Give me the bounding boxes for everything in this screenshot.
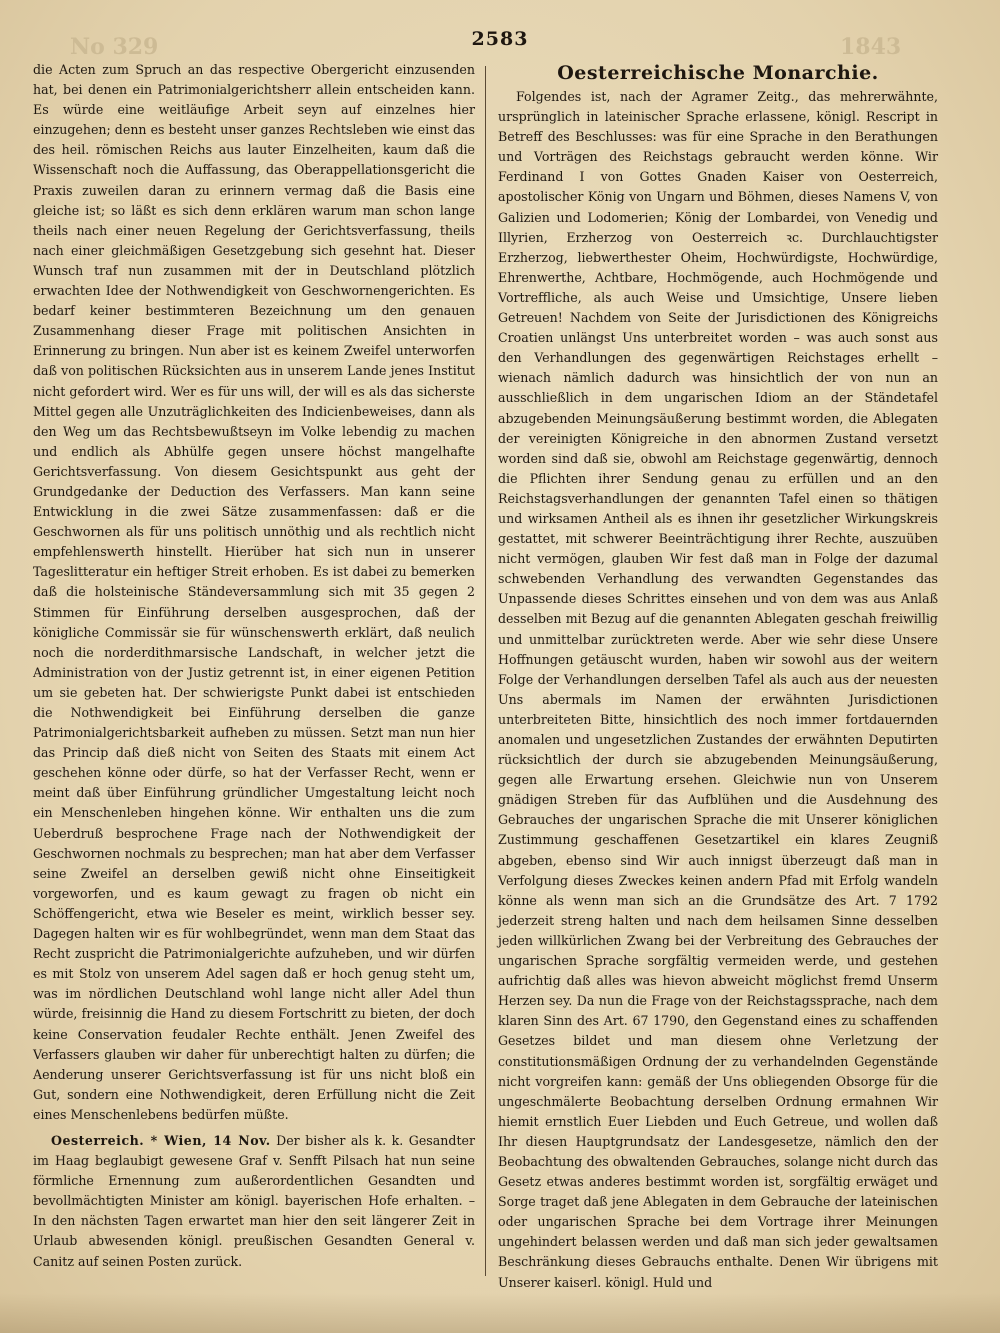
- right-column: [498, 60, 938, 1290]
- vienna-news-item: [33, 1131, 475, 1272]
- vienna-news-text: Der bisher als k. k. Gesandter im Haag beglaubigt gewesene Graf v. Senfft Pilsach hat nun seine förmliche Ernennung zum außerordentlichen Gesandten und bevollmächtigten Minister am königl. bayerischen Hofe erhalten. – In den nächsten Tagen erwartet man hier den seit längerer Zeit in Urlaub abwesenden königl. preußischen Gesandten General v. Canitz auf seinen Posten zurück.: [33, 1132, 475, 1269]
- bleed-through-header-left: No 329: [70, 34, 159, 60]
- bleed-through-header-right: 1843: [840, 34, 902, 60]
- vienna-dateline: Oesterreich. * Wien, 14 Nov.: [51, 1132, 271, 1148]
- page-number: 2583: [471, 28, 529, 50]
- column-divider: [485, 66, 486, 1276]
- page-bottom-shadow: [0, 1293, 1000, 1333]
- left-column: [33, 60, 475, 1282]
- rescript-article: Folgendes ist, nach der Agramer Zeitg., das mehrerwähnte, ursprünglich in lateinischer Sprache erlassene, königl. Rescript in Betreff des Beschlusses: was für eine Sprache in den Berathungen und Vorträgen des Reichstags gebraucht werden könne. Wir Ferdinand I von Gottes Gnaden Kaiser von Oesterreich, apostolischer König von Ungarn und Böhmen, dieses Namens V, von Galizien und Lodomerien; König der Lombardei, von Venedig und Illyrien, Erzherzog von Oesterreich ꝛc. Durchlauchtigster Erzherzog, liebwerthester Oheim, Hochwürdigste, Hochwürdige, Ehrenwerthe, Achtbare, Hochmögende, auch Hochmögende und Vortreffliche, als auch Weise und Umsichtige, Unsere lieben Getreuen! Nachdem von Seite der Jurisdictionen des Königreichs Croatien unlängst Uns unterbreitet worden – was auch sonst aus den Verhandlungen des gegenwärtigen Reichstages erhellt – wienach nämlich dadurch was hinsichtlich der von nun an ausschließlich in dem ungarischen Idiom an der Ständetafel abzugebenden Meinungsäußerung bestimmt worden, die Ablegaten der vereinigten Königreiche in den abnormen Zustand versetzt worden sind daß sie, obwohl am Reichstage gegenwärtig, dennoch die Pflichten ihrer Sendung genau zu erfüllen und an den Reichstagsverhandlungen der genannten Tafel einen so thätigen und wirksamen Antheil als es ihnen ihr gesetzlicher Wirkungskreis gestattet, mit schwerer Beeinträchtigung ihrer Rechte, auszuüben nicht vermögen, glauben Wir fest daß man in Folge der dazumal schwebenden Verhandlung des verwandten Gegenstandes das Unpassende dieses Schrittes einsehen und von dem was aus Anlaß desselben mit Bezug auf die genannten Ablegaten geschah freiwillig und unmittelbar zurücktreten werde. Aber wie sehr diese Unsere Hoffnungen getäuscht wurden, haben wir sowohl aus der weitern Folge der Verhandlungen derselben Tafel als auch aus der neuesten Uns abermals im Namen der erwähnten Jurisdictionen unterbreiteten Bitte, hinsichtlich des noch immer fortdauernden anomalen und ungesetzlichen Zustandes der erwähnten Deputirten rücksichtlich der durch sie abzugebenden Meinungsäußerung, gegen alle Erwartung ersehen. Gleichwie nun von Unserem gnädigen Streben für das Aufblühen und die Ausdehnung des Gebrauches der ungarischen Sprache die mit Unserer königlichen Zustimmung geschaffenen Gesetzartikel ein klares Zeugniß abgeben, ebenso sind Wir auch innigst überzeugt daß man in Verfolgung dieses Zweckes keinen andern Pfad mit Erfolg wandeln könne als wenn man sich an die Grundsätze des Art. 7 1792 jederzeit streng halten und nach dem heilsamen Sinne desselben jeden willkürlichen Zwang bei der Verbreitung des Gebrauches der ungarischen Sprache sorgfältig vermeiden werde, und gestehen aufrichtig daß alles was hievon abweicht möglichst fremd Unserm Herzen sey. Da nun die Frage von der Reichstagssprache, nach dem klaren Sinn des Art. 67 1790, den Gegenstand eines zu schaffenden Gesetzes bildet und man diesem ohne Verletzung der constitutionsmäßigen Ordnung der zu verhandelnden Gegenstände nicht vorgreifen kann: gemäß der Uns obliegenden Obsorge für die ungeschmälerte Beobachtung derselben Ordnung ermahnen Wir hiemit ernstlich Euer Liebden und Euch Getreue, und wollen daß Ihr diesen Hauptgrundsatz der Landesgesetze, nämlich den der Beobachtung des obwaltenden Gebrauches, solange nicht durch das Gesetz etwas anderes bestimmt worden ist, sorgfältig erwäget und Sorge traget daß jene Ablegaten in dem Gebrauche der lateinischen oder ungarischen Sprache bei dem Vortrage ihrer Meinungen ungehindert belassen werden und daß man sich jeder gewaltsamen Beschränkung dieses Gebrauchs enthalte. Denen Wir übrigens mit Unserer kaiserl. königl. Huld und: [498, 89, 938, 1290]
- section-heading: Oesterreichische Monarchie.: [557, 62, 879, 84]
- left-article-continuation: die Acten zum Spruch an das respective Obergericht einzusenden hat, bei denen ein Patrimonialgerichtsherr allein entscheiden kann. Es würde eine weitläufige Arbeit seyn auf einzelnes hier einzugehen; denn es besteht unser ganzes Rechtsleben wie einst das des heil. römischen Reichs aus lauter Einzelheiten, kaum daß die Wissenschaft noch die Auffassung, das Oberappellationsgericht die Praxis zuweilen daran zu erinnern vermag daß die Basis eine gleiche ist; so läßt es sich denn erklären warum man schon lange theils nach einer neuen Regelung der Gerichtsverfassung, theils nach einer gleichmäßigen Gesetzgebung sich gesehnt hat. Dieser Wunsch traf nun zusammen mit der in Deutschland plötzlich erwachten Idee der Nothwendigkeit von Geschwornengerichten. Es bedarf keiner bestimmteren Bezeichnung um den genauen Zusammenhang dieser Frage mit politischen Ansichten in Erinnerung zu bringen. Nun aber ist es keinem Zweifel unterworfen daß von politischen Rücksichten aus in unserem Lande jenes Institut nicht gefordert wird. Wer es für uns will, der will es als das sicherste Mittel gegen alle Unzuträglichkeiten des Indicienbeweises, dann als den Weg um das Rechtsbewußtseyn im Volke lebendig zu machen und endlich als Abhülfe gegen unsere höchst mangelhafte Gerichtsverfassung. Von diesem Gesichtspunkt aus geht der Grundgedanke der Deduction des Verfassers. Man kann seine Entwicklung in die zwei Sätze zusammenfassen: daß er die Geschwornen als für uns politisch unnöthig und als rechtlich nicht empfehlenswerth hinstellt. Hierüber hat sich nun in unserer Tageslitteratur ein heftiger Streit erhoben. Es ist dabei zu bemerken daß die holsteinische Ständeversammlung sich mit 35 gegen 2 Stimmen für Einführung derselben ausgesprochen, daß der königliche Commissär sie für wünschenswerth erklärt, daß neulich noch die norderdithmarsische Landschaft, in welcher jetzt die Administration von der Justiz getrennt ist, in einer eigenen Petition um sie gebeten hat. Der schwierigste Punkt dabei ist entschieden die Nothwendigkeit bei Einführung derselben die ganze Patrimonialgerichtsbarkeit aufheben zu müssen. Setzt man nun hier das Princip daß dieß nicht von Seiten des Staats mit einem Act geschehen könne oder dürfe, so hat der Verfasser Recht, wenn er meint daß über Einführung gründlicher Umgestaltung leicht noch ein Menschenleben hingehen könne. Wir enthalten uns die zum Ueberdruß besprochene Frage nach der Nothwendigkeit der Geschwornen nochmals zu besprechen; man hat aber dem Verfasser seine Zweifel an derselben gewiß nicht ohne Einseitigkeit vorgeworfen, und es kaum gewagt zu fragen ob nicht ein Schöffengericht, etwa wie Beseler es meint, wirklich besser sey. Dagegen halten wir es für wohlbegründet, wenn man dem Staat das Recht zuspricht die Patrimonialgerichte aufzuheben, und wir dürfen es mit Stolz von unserem Adel sagen daß er hoch genug steht um, was im nördlichen Deutschland wohl lange nicht aller Adel thun würde, freisinnig die Hand zu diesem Fortschritt zu bieten, der doch keine Conservation feudaler Rechte enthält. Jenen Zweifel des Verfassers glauben wir daher für unberechtigt halten zu dürfen; die Aenderung unserer Gerichtsverfassung ist für uns nicht bloß ein Gut, sondern eine Nothwendigkeit, deren Erfüllung nicht die Zeit eines Menschenlebens bedürfen müßte.: [33, 62, 475, 1122]
